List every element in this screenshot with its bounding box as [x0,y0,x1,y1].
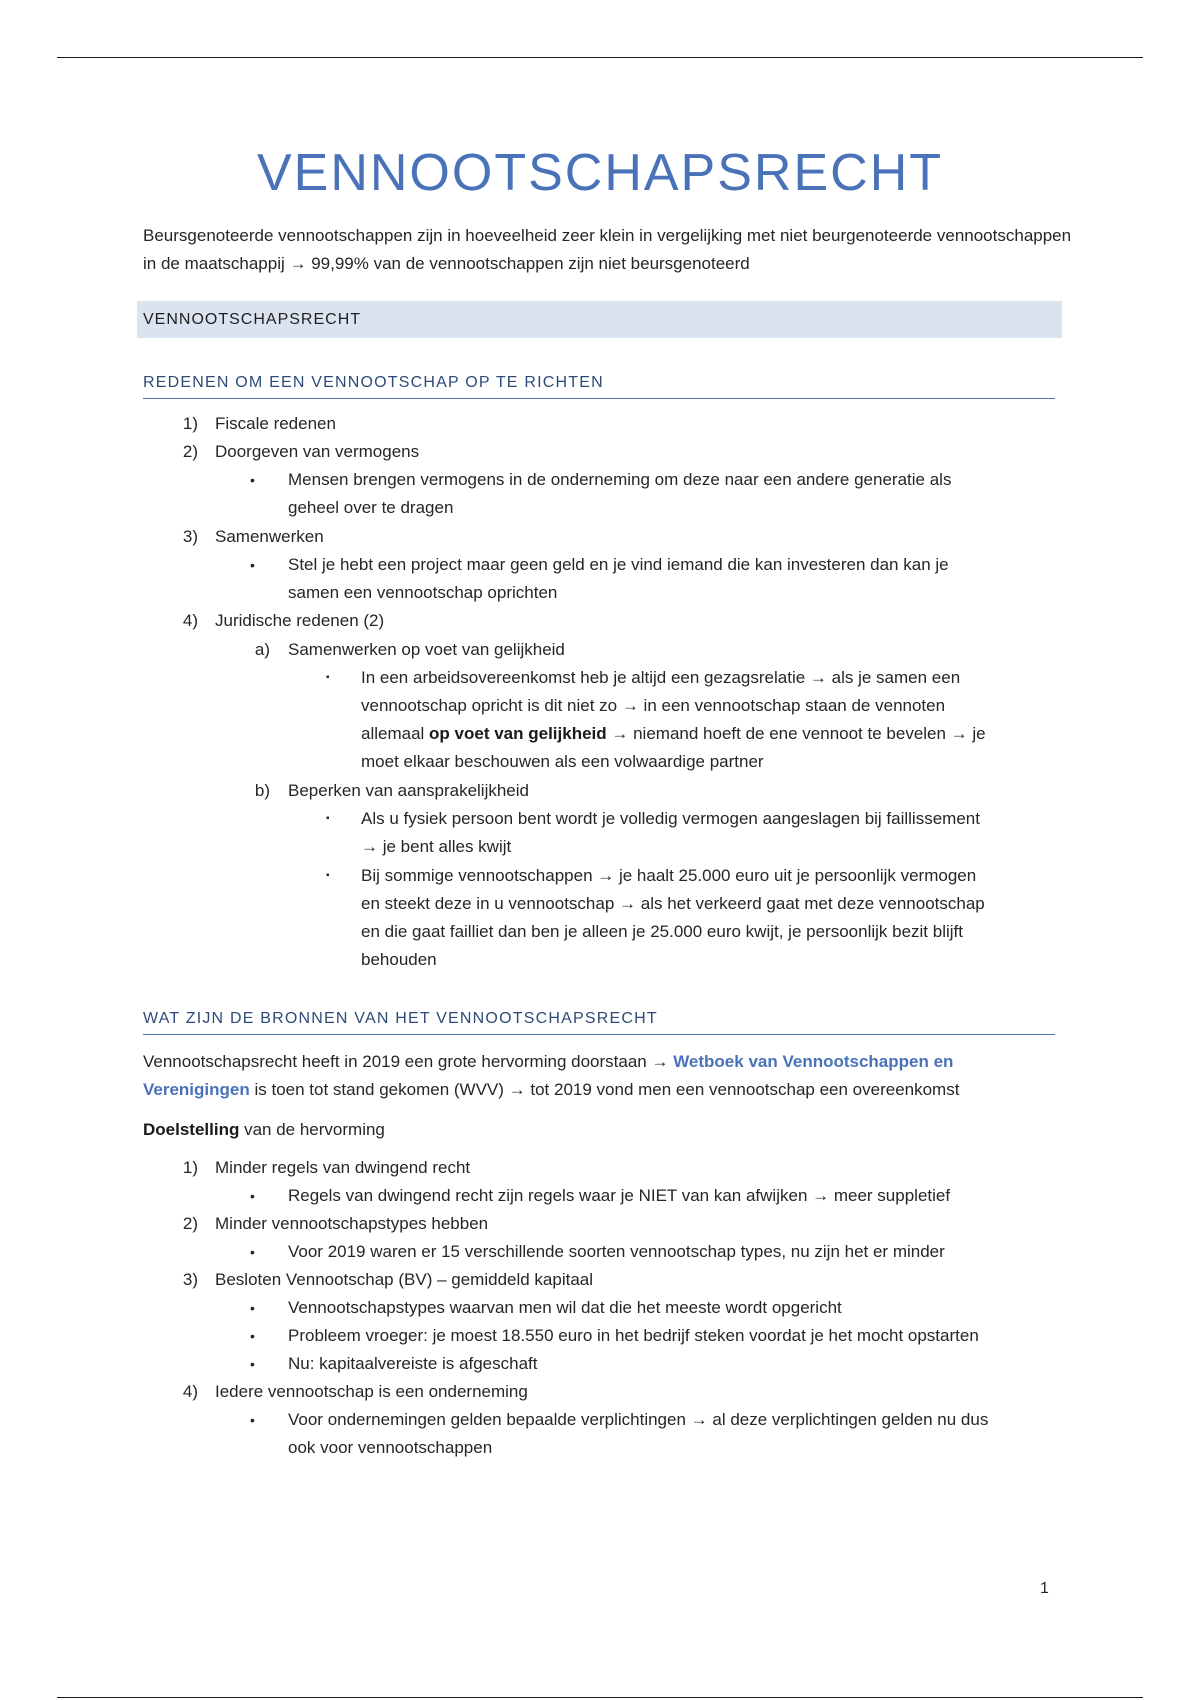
square-bullet-icon: ▪ [326,672,330,683]
list-item: Nu: kapitaalvereiste is afgeschaft [288,1354,538,1373]
section-heading-reasons: REDENEN OM EEN VENNOOTSCHAP OP TE RICHTEN [143,372,1055,399]
list-item: Juridische redenen (2) [215,611,385,630]
list-marker: 1) [182,1158,198,1177]
list-marker: 2) [182,1214,198,1233]
list-marker: 1) [182,414,198,433]
square-bullet-icon: ▪ [326,813,330,824]
bullet-icon: • [250,1356,255,1372]
list-item: ook voor vennootschappen [288,1438,493,1457]
bullet-icon: • [250,472,255,488]
list-item: Samenwerken [215,527,324,546]
page-title: VENNOOTSCHAPSRECHT [256,144,944,202]
emphasis: Doelstelling [143,1120,240,1139]
list-marker: 3) [182,527,198,546]
list-item: behouden [361,950,437,969]
square-bullet-icon: ▪ [326,870,330,881]
bullet-icon: • [250,1412,255,1428]
list-item: samen een vennootschap oprichten [288,583,558,602]
list-item: Bij sommige vennootschappen → je haalt 25.000 euro uit je persoonlijk vermogen [361,866,977,885]
header-rule [57,57,1143,58]
list-marker: 4) [182,1382,198,1401]
list-item: Mensen brengen vermogens in de onderneming om deze naar een andere generatie als [288,470,952,489]
list-marker: 3) [182,1270,198,1289]
list-item: Minder regels van dwingend recht [215,1158,471,1177]
heading-1: VENNOOTSCHAPSRECHT [137,301,1062,338]
list-marker: a) [254,640,270,659]
list-item: vennootschap opricht is dit niet zo → in een vennootschap staan de vennoten [361,696,946,715]
bullet-icon: • [250,1244,255,1260]
list-item: Stel je hebt een project maar geen geld en je vind iemand die kan investeren dan kan je [288,555,949,574]
section-heading-sources: WAT ZIJN DE BRONNEN VAN HET VENNOOTSCHAPSRECHT [143,1008,1055,1035]
list-marker: 4) [182,611,198,630]
list-item: geheel over te dragen [288,498,454,517]
bullet-icon: • [250,1188,255,1204]
list-item: Regels van dwingend recht zijn regels waar je NIET van kan afwijken → meer suppletief [288,1186,951,1205]
list-item: Samenwerken op voet van gelijkheid [288,640,565,659]
wvv-link[interactable]: Wetboek van Vennootschappen en [673,1052,954,1071]
list-item: Iedere vennootschap is een onderneming [215,1382,528,1401]
list-item: en die gaat failliet dan ben je alleen je 25.000 euro kwijt, je persoonlijk bezit blijft [361,922,963,941]
list-marker: b) [254,781,270,800]
list-item: Probleem vroeger: je moest 18.550 euro in het bedrijf steken voordat je het mocht opstarten [288,1326,979,1345]
intro-paragraph: Beursgenoteerde vennootschappen zijn in hoeveelheid zeer klein in vergelijking met niet beurgenoteerde vennootschappen in de maatschappij → 99,99% van de vennootschappen zijn niet beursgenoteerd [143,226,1072,273]
list-item: Als u fysiek persoon bent wordt je volledig vermogen aangeslagen bij faillissement [361,809,980,828]
goal-paragraph: Doelstelling van de hervorming [143,1120,385,1139]
emphasis: op voet van gelijkheid [429,724,607,743]
list-item: Fiscale redenen [215,414,336,433]
bullet-icon: • [250,1328,255,1344]
list-item: Voor ondernemingen gelden bepaalde verplichtingen → al deze verplichtingen gelden nu dus [288,1410,989,1429]
list-item: Voor 2019 waren er 15 verschillende soorten vennootschap types, nu zijn het er minder [288,1242,945,1261]
list-item: Beperken van aansprakelijkheid [288,781,529,800]
list-item: en steekt deze in u vennootschap → als het verkeerd gaat met deze vennootschap [361,894,985,913]
list-item: In een arbeidsovereenkomst heb je altijd een gezagsrelatie → als je samen een [361,668,961,687]
list-item: Besloten Vennootschap (BV) – gemiddeld kapitaal [215,1270,594,1289]
footer-rule [57,1697,1143,1698]
bullet-icon: • [250,557,255,573]
bullet-icon: • [250,1300,255,1316]
list-item: → je bent alles kwijt [361,837,512,856]
list-item: moet elkaar beschouwen als een volwaardige partner [361,752,764,771]
list-item: allemaal op voet van gelijkheid → niemand hoeft de ene vennoot te bevelen → je [361,724,986,743]
list-item: Vennootschapstypes waarvan men wil dat die het meeste wordt opgericht [288,1298,842,1317]
page-number: 1 [1040,1580,1049,1597]
list-item: Doorgeven van vermogens [215,442,420,461]
list-marker: 2) [182,442,198,461]
wvv-link-continued[interactable]: Verenigingen [143,1080,250,1099]
sources-paragraph: Vennootschapsrecht heeft in 2019 een grote hervorming doorstaan → Wetboek van Vennootschappen en Verenigingen is toen tot stand gekomen (WVV) → tot 2019 vond men een vennootschap een overeenkomst [143,1052,960,1099]
list-item: Minder vennootschapstypes hebben [215,1214,489,1233]
